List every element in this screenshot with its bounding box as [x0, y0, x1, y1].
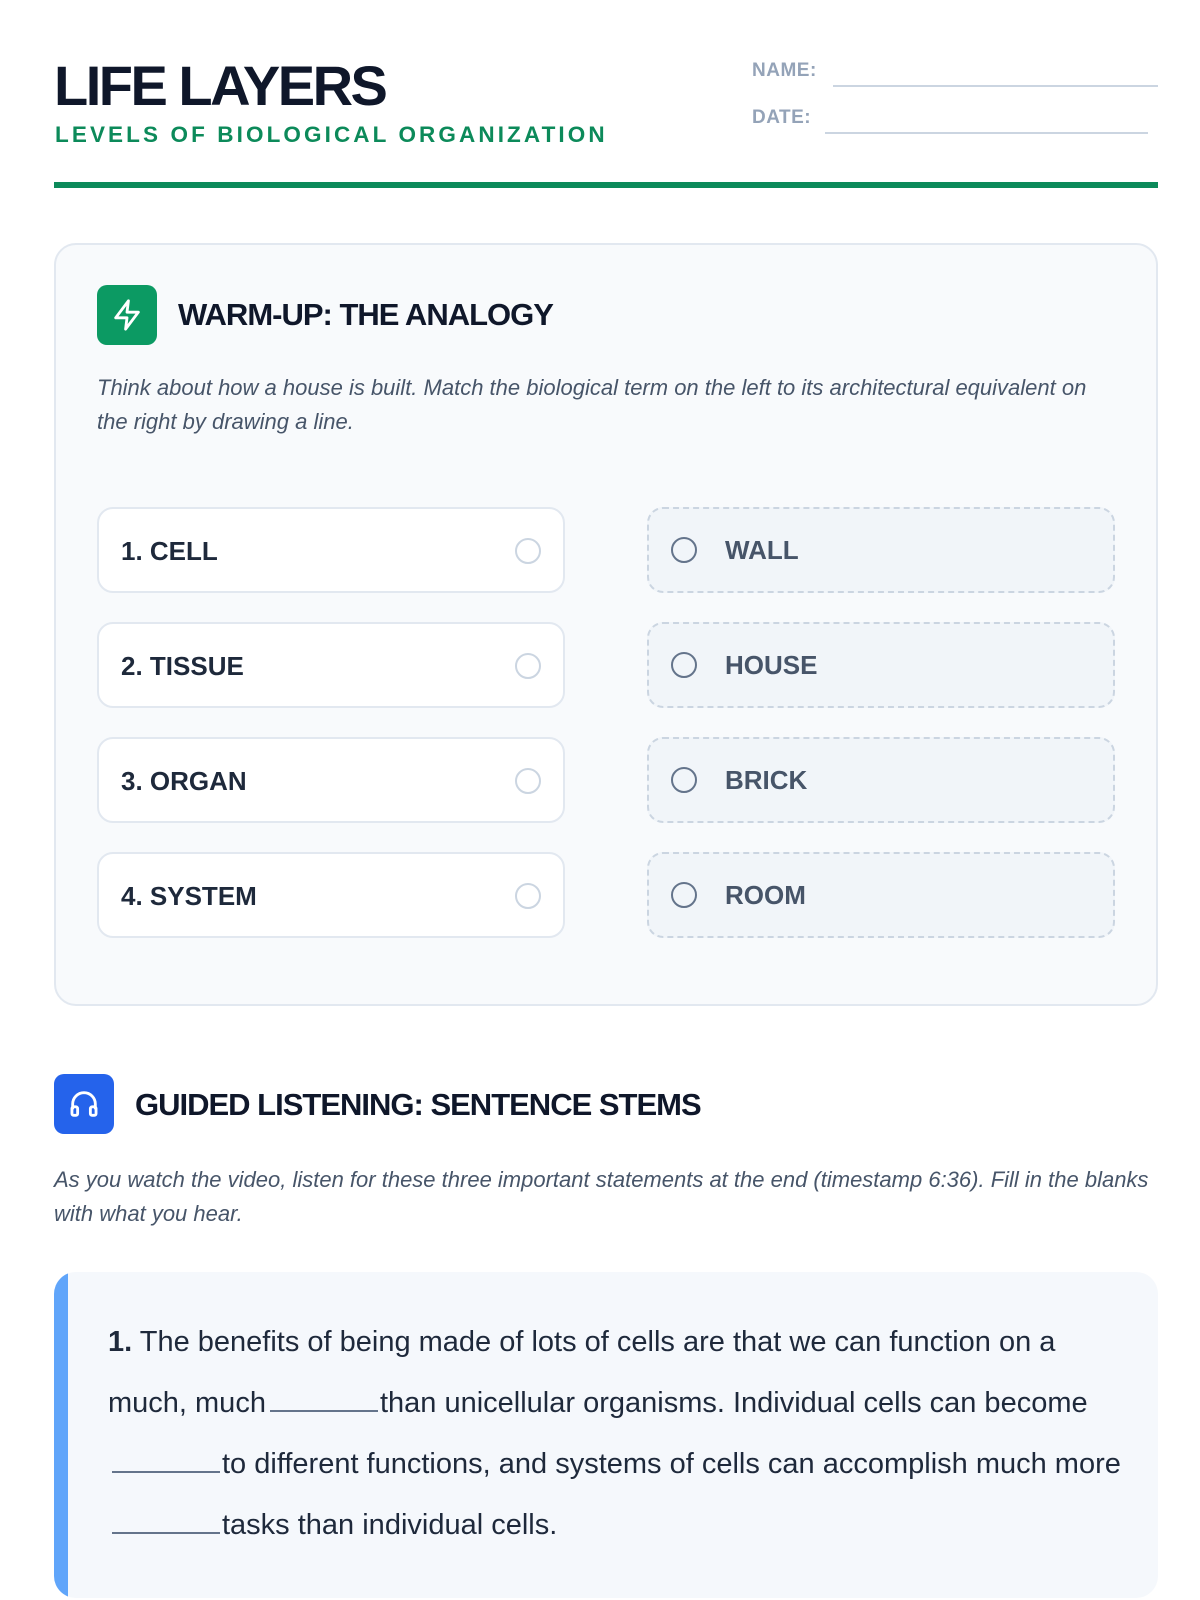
stem-text: than unicellular organisms. Individual cells can become	[379, 1387, 1088, 1419]
match-option-brick[interactable]	[647, 737, 1115, 823]
fill-blank[interactable]	[270, 1388, 378, 1412]
match-option-label: BRICK	[725, 765, 808, 795]
match-option-label: WALL	[725, 535, 799, 565]
match-connector-dot[interactable]	[671, 537, 697, 563]
fill-blank[interactable]	[112, 1449, 220, 1473]
match-term-label: 3. ORGAN	[121, 766, 247, 796]
warmup-title: WARM-UP: THE ANALOGY	[178, 297, 553, 332]
sentence-stem-1	[108, 1312, 1128, 1556]
match-term-label: 1. CELL	[121, 536, 218, 566]
listening-title: GUIDED LISTENING: SENTENCE STEMS	[135, 1087, 701, 1122]
header-divider	[54, 182, 1158, 188]
stem-text: to different functions, and systems of cells can accomplish much more	[222, 1448, 1121, 1480]
worksheet-title: LIFE LAYERS	[54, 54, 386, 117]
match-connector-dot[interactable]	[515, 883, 541, 909]
warmup-instructions: Think about how a house is built. Match the biological term on the left to its architectural equivalent on the right by drawing a line.	[97, 375, 1087, 434]
card-accent-bar	[54, 1272, 68, 1598]
name-field[interactable]	[833, 85, 1158, 87]
match-connector-dot[interactable]	[671, 767, 697, 793]
listening-instructions: As you watch the video, listen for these three important statements at the end (timestamp 6:36). Fill in the blanks with what you hear.	[54, 1167, 1149, 1226]
date-label: DATE:	[752, 107, 812, 128]
match-term-tissue[interactable]	[97, 622, 565, 708]
stem-number: 1.	[108, 1326, 133, 1358]
match-option-wall[interactable]	[647, 507, 1115, 593]
match-connector-dot[interactable]	[515, 653, 541, 679]
date-field[interactable]	[825, 132, 1148, 134]
match-option-room[interactable]	[647, 852, 1115, 938]
match-option-label: ROOM	[725, 880, 806, 910]
match-option-label: HOUSE	[725, 650, 818, 680]
stem-text: The benefits of being made of lots of cells are that we can function on a much, much	[108, 1326, 1056, 1419]
headphones-icon	[54, 1074, 114, 1134]
name-label: NAME:	[752, 60, 817, 81]
stem-text: tasks than individual cells.	[222, 1509, 558, 1541]
match-connector-dot[interactable]	[671, 882, 697, 908]
lightning-icon	[97, 285, 157, 345]
match-term-system[interactable]	[97, 852, 565, 938]
match-term-label: 4. SYSTEM	[121, 881, 257, 911]
match-term-label: 2. TISSUE	[121, 651, 244, 681]
match-connector-dot[interactable]	[671, 652, 697, 678]
match-connector-dot[interactable]	[515, 538, 541, 564]
fill-blank[interactable]	[112, 1510, 220, 1534]
match-term-organ[interactable]	[97, 737, 565, 823]
match-option-house[interactable]	[647, 622, 1115, 708]
match-term-cell[interactable]	[97, 507, 565, 593]
worksheet-subtitle: LEVELS OF BIOLOGICAL ORGANIZATION	[55, 122, 608, 147]
match-connector-dot[interactable]	[515, 768, 541, 794]
